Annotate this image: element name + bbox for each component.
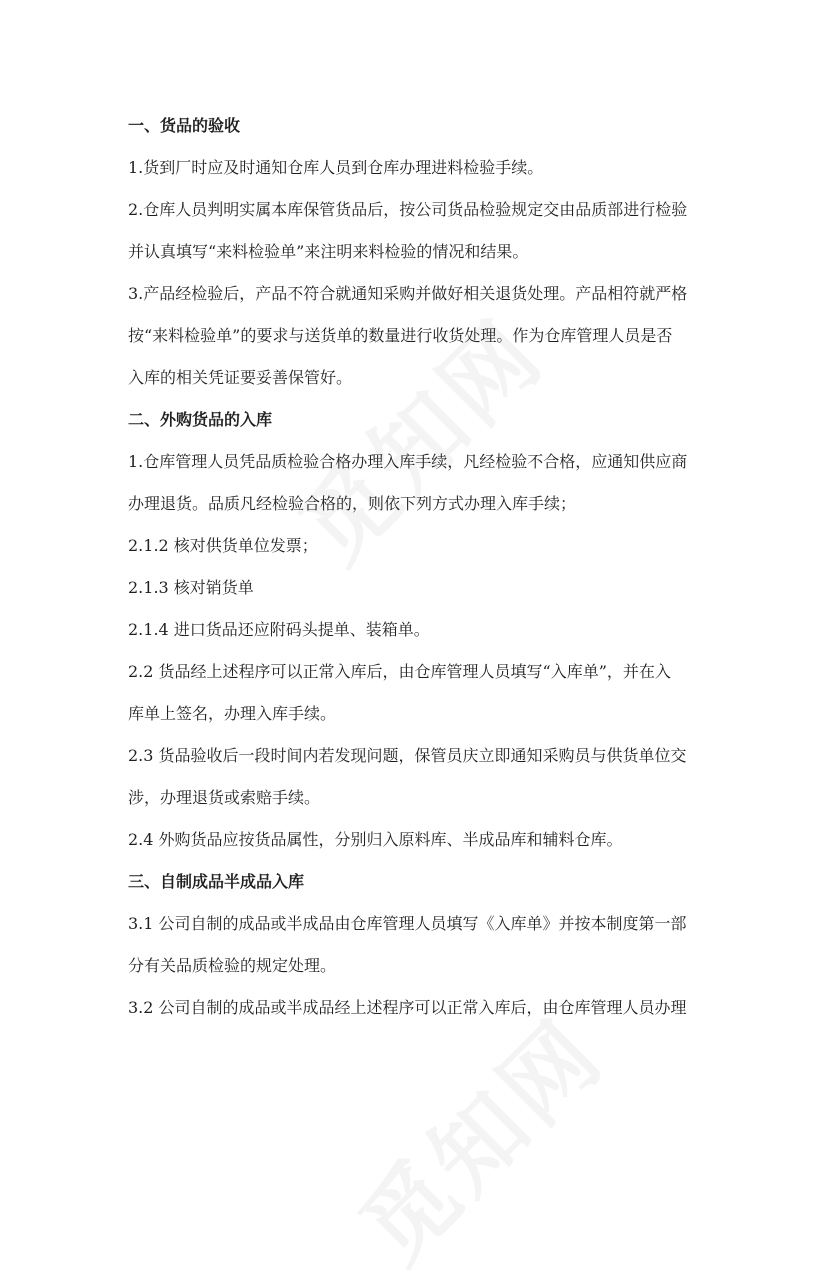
paragraph-line: 2.1.2 核对供货单位发票； [128, 536, 318, 555]
paragraph-line: 2.1.4 进口货品还应附码头提单、装箱单。 [128, 620, 430, 639]
paragraph-line: 3.2 公司自制的成品或半成品经上述程序可以正常入库后，由仓库管理人员办理 [128, 998, 687, 1017]
paragraph-line: 2.仓库人员判明实属本库保管货品后，按公司货品检验规定交由品质部进行检验 [128, 200, 688, 219]
paragraph-line: 3.产品经检验后，产品不符合就通知采购并做好相关退货处理。产品相符就严格 [128, 284, 688, 303]
section-heading: 二、外购货品的入库 [128, 410, 273, 429]
paragraph-line: 库单上签名，办理入库手续。 [128, 704, 337, 723]
paragraph-line: 2.2 货品经上述程序可以正常入库后，由仓库管理人员填写“入库单”，并在入 [128, 662, 671, 681]
paragraph-line: 涉，办理退货或索赔手续。 [128, 788, 321, 807]
document-body [128, 110, 714, 1018]
section-heading: 三、自制成品半成品入库 [128, 872, 305, 891]
paragraph-line: 2.3 货品验收后一段时间内若发现问题，保管员庆立即通知采购员与供货单位交 [128, 746, 687, 765]
paragraph-line: 按“来料检验单”的要求与送货单的数量进行收货处理。作为仓库管理人员是否 [128, 326, 673, 345]
paragraph-line: 办理退货。品质凡经检验合格的，则依下列方式办理入库手续； [128, 494, 577, 513]
paragraph-line: 2.4 外购货品应按货品属性，分别归入原料库、半成品库和辅料仓库。 [128, 830, 623, 849]
paragraph-line: 入库的相关凭证要妥善保管好。 [128, 368, 353, 387]
paragraph-line: 3.1 公司自制的成品或半成品由仓库管理人员填写《入库单》并按本制度第一部 [128, 914, 687, 933]
paragraph-line: 并认真填写“来料检验单”来注明来料检验的情况和结果。 [128, 242, 529, 261]
paragraph-line: 分有关品质检验的规定处理。 [128, 956, 337, 975]
section-heading: 一、货品的验收 [128, 116, 241, 135]
paragraph-line: 1.货到厂时应及时通知仓库人员到仓库办理进料检验手续。 [128, 158, 544, 177]
watermark-text [326, 985, 627, 1286]
paragraph-line: 1.仓库管理人员凭品质检验合格办理入库手续，凡经检验不合格，应通知供应商 [128, 452, 688, 471]
paragraph-line: 2.1.3 核对销货单 [128, 578, 254, 597]
